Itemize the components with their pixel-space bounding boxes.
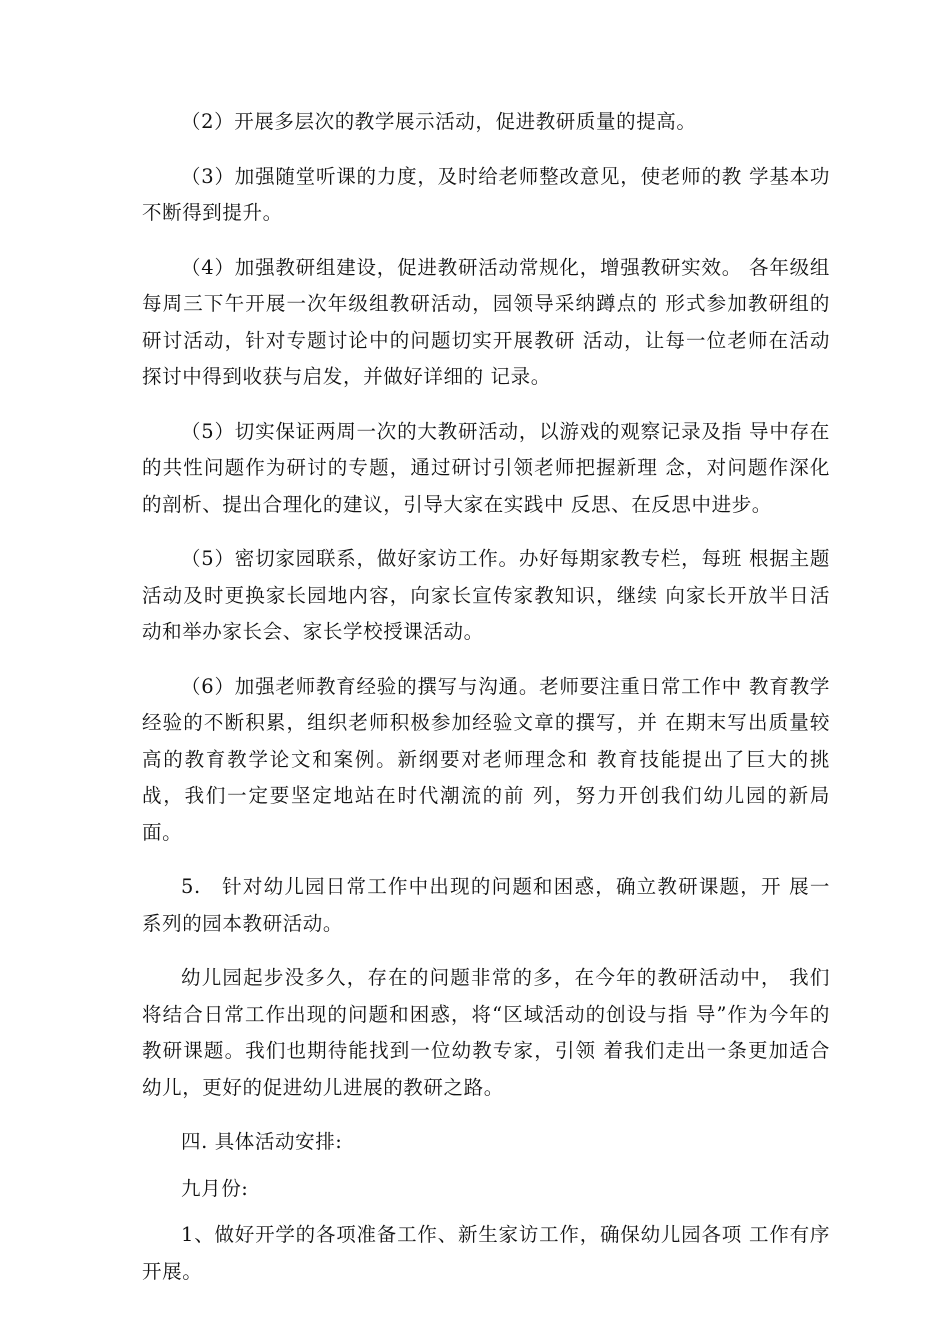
month-heading-september: 九月份: (181, 1176, 249, 1200)
paragraph-home-contact: （5）密切家园联系，做好家访工作。办好每期家教专栏，每班 根据主题活动及时更换家长园地内容，向家长宣传家教知识，继续 向家长开放半日活动和举办家长会、家长学校授课活动。 (142, 547, 830, 643)
paragraph-biweekly-research: （5）切实保证两周一次的大教研活动，以游戏的观察记录及指 导中存在的共性问题作为研讨的专题，通过研讨引领老师把握新理 念，对问题作深化的剖析、提出合理化的建议，引导大家在实践中 反思、在反思中进步。 (142, 419, 830, 516)
section-heading-activity-schedule: 四. 具体活动安排: (181, 1130, 343, 1153)
paragraph-september-item-1: 1、做好开学的各项准备工作、新生家访工作，确保幼儿园各项 工作有序开展。 (142, 1223, 830, 1283)
paragraph-research-topic: 5. 针对幼儿园日常工作中出现的问题和困惑，确立教研课题，开 展一系列的园本教研活动。 (142, 875, 830, 935)
paragraph-kindergarten-problems: 幼儿园起步没多久，存在的问题非常的多，在今年的教研活动中， 我们将结合日常工作出现的问题和困惑，将“区域活动的创设与指 导”作为今年的教研课题。我们也期待能找到一位幼教专家，引领 着我们走出一条更加适合幼儿，更好的促进幼儿进展的教研之路。 (142, 966, 830, 1099)
paragraph-experience-writing: （6）加强老师教育经验的撰写与沟通。老师要注重日常工作中 教育教学经验的不断积累，组织老师积极参加经验文章的撰写，并 在期末写出质量较高的教育教学论文和案例。新纲要对老师理念和 教育技能提出了巨大的挑战，我们一定要坚定地站在时代潮流的前 列，努力开创我们幼儿园的新局面。 (142, 674, 830, 844)
paragraph-demo-activities: （2）开展多层次的教学展示活动，促进教研质量的提高。 (181, 110, 697, 133)
document-body (142, 104, 830, 1308)
paragraph-class-observation: （3）加强随堂听课的力度，及时给老师整改意见，使老师的教 学基本功不断得到提升。 (142, 164, 830, 224)
paragraph-research-group: （4）加强教研组建设，促进教研活动常规化，增强教研实效。 各年级组每周三下午开展一次年级组教研活动，园领导采纳蹲点的 形式参加教研组的研讨活动，针对专题讨论中的问题切实开展教研 活动，让每一位老师在活动探讨中得到收获与启发，并做好详细的 记录。 (142, 255, 830, 388)
